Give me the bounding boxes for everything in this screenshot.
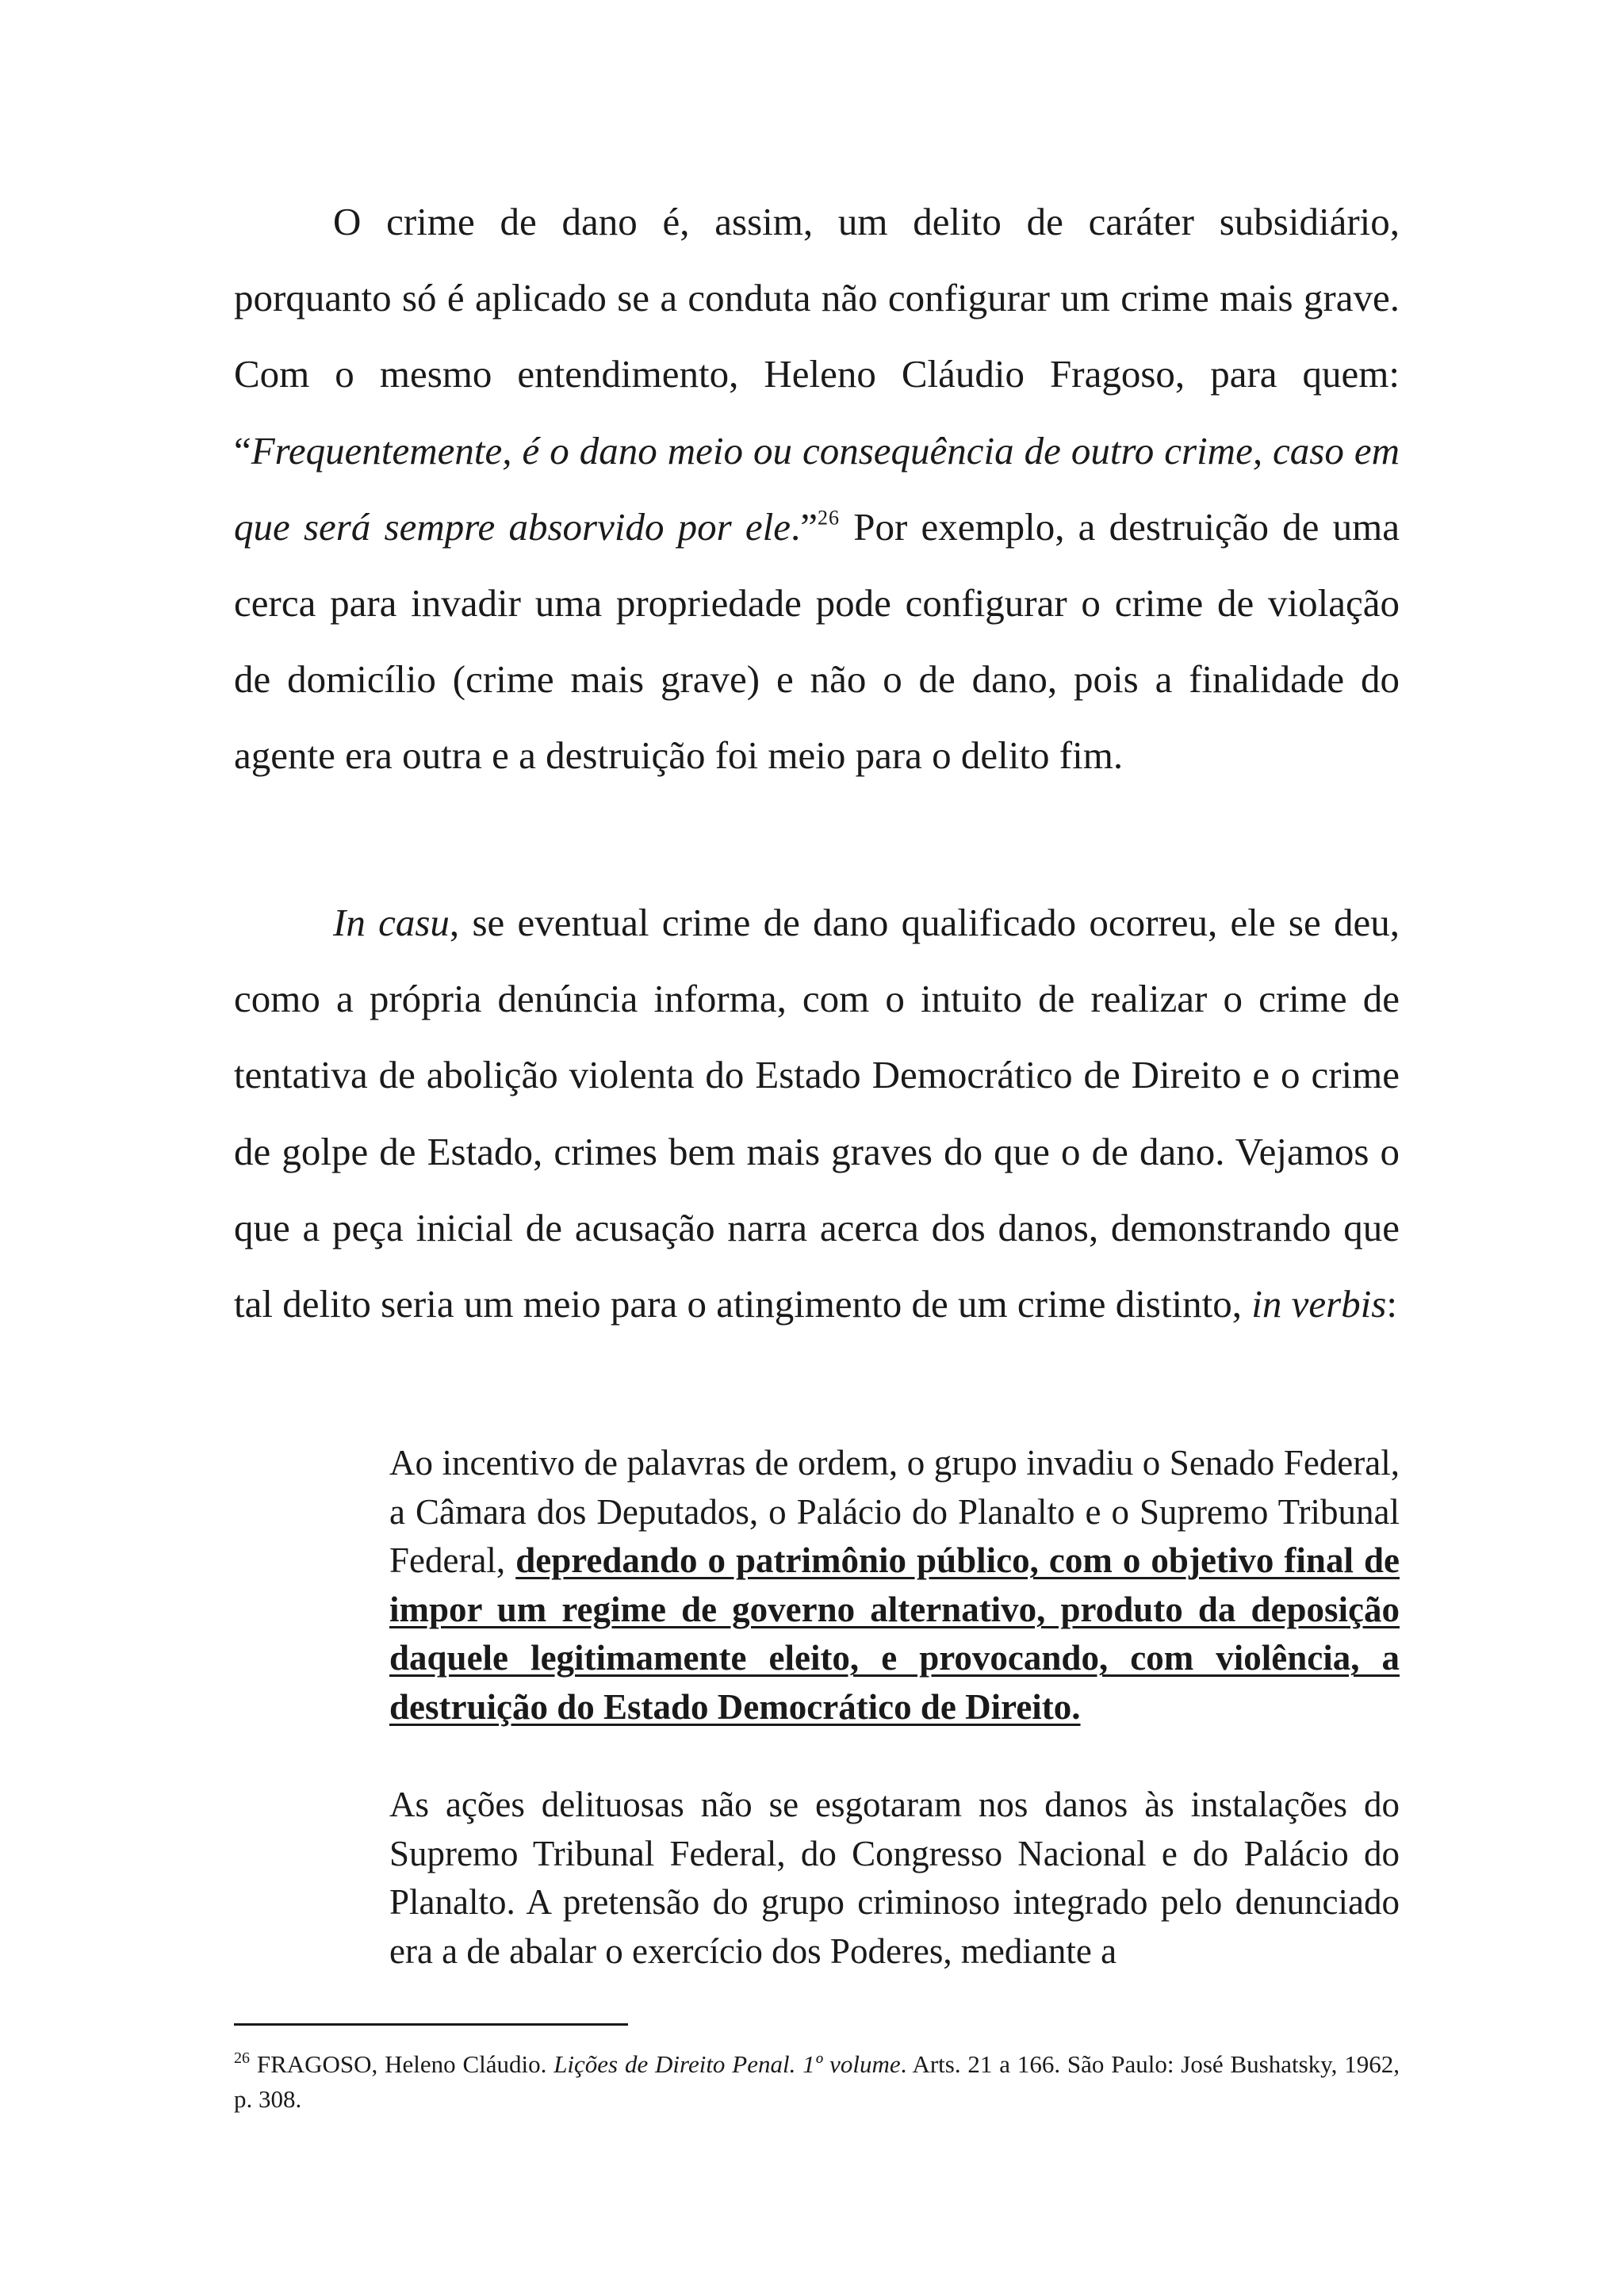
footnote-number: 26 — [234, 2049, 250, 2067]
p1-text-a: O crime de dano é, assim, um delito de caráter subsidiário, porquanto só é aplicado se a conduta não configurar um crime mais grave. Com o mesmo entendimento, Heleno Cláudio Fragoso, para quem: “ — [234, 200, 1400, 473]
quote-continuation-text: As ações delituosas não se esgotaram nos danos às instalações do Supremo Tribunal Federal, do Congresso Nacional e do Palácio do Planalto. A pretensão do grupo criminoso integrado pelo denunciado era a de abalar o exercício dos Poderes, mediante a — [389, 1785, 1400, 1971]
footnote-book-title: Lições de Direito Penal. 1º volume — [553, 2050, 901, 2078]
p1-text-b: .” — [791, 504, 818, 549]
block-quote-2 — [389, 1781, 1400, 1976]
footnote-reference[interactable]: 26 — [818, 506, 841, 530]
footnote — [234, 2047, 1400, 2117]
p2-text-a: , se eventual crime de dano qualificado ocorreu, ele se deu, como a própria denúncia informa, com o intuito de realizar o crime de tentativa de abolição violenta do Estado Democrático de Direito e o crime de golpe de Estado, crimes bem mais graves do que o de dano. Vejamos o que a peça inicial de acusação narra acerca dos danos, demonstrando que tal delito seria um meio para o atingimento de um crime distinto, — [234, 901, 1400, 1326]
block-quote-1 — [389, 1439, 1400, 1732]
quote-bold-underlined-text: depredando o patrimônio público, com o objetivo final de impor um regime de governo alternativo, produto da deposição daquele legitimamente eleito, e provocando, com violência, a destruição do Estado Democrático de Direito. — [389, 1540, 1400, 1727]
p1-text-c: Por exemplo, a destruição de uma cerca para invadir uma propriedade pode configurar o crime de violação de domicílio (crime mais grave) e não o de dano, pois a finalidade do agente era outra e a destruição foi meio para o delito fim. — [234, 504, 1400, 778]
quote-plain-text: Ao incentivo de palavras de ordem, o grupo invadiu o Senado Federal, a Câmara dos Deputados, o Palácio do Planalto e o Supremo Tribunal Federal, — [389, 1443, 1400, 1581]
footnote-text-b: . Arts. 21 a 166. São Paulo: José Bushatsky, 1962, p. 308. — [234, 2050, 1400, 2113]
p2-text-b: : — [1386, 1282, 1397, 1326]
body-paragraph-2 — [234, 885, 1400, 1342]
in-verbis-term: in verbis — [1251, 1282, 1387, 1326]
footnote-separator — [234, 2023, 628, 2026]
fragoso-quote: Frequentemente, é o dano meio ou consequência de outro crime, caso em que será sempre absorvido por ele — [234, 428, 1400, 549]
footnote-text-a: FRAGOSO, Heleno Cláudio. — [250, 2050, 554, 2078]
in-casu-term: In casu — [333, 901, 450, 944]
body-paragraph-1 — [234, 184, 1400, 794]
